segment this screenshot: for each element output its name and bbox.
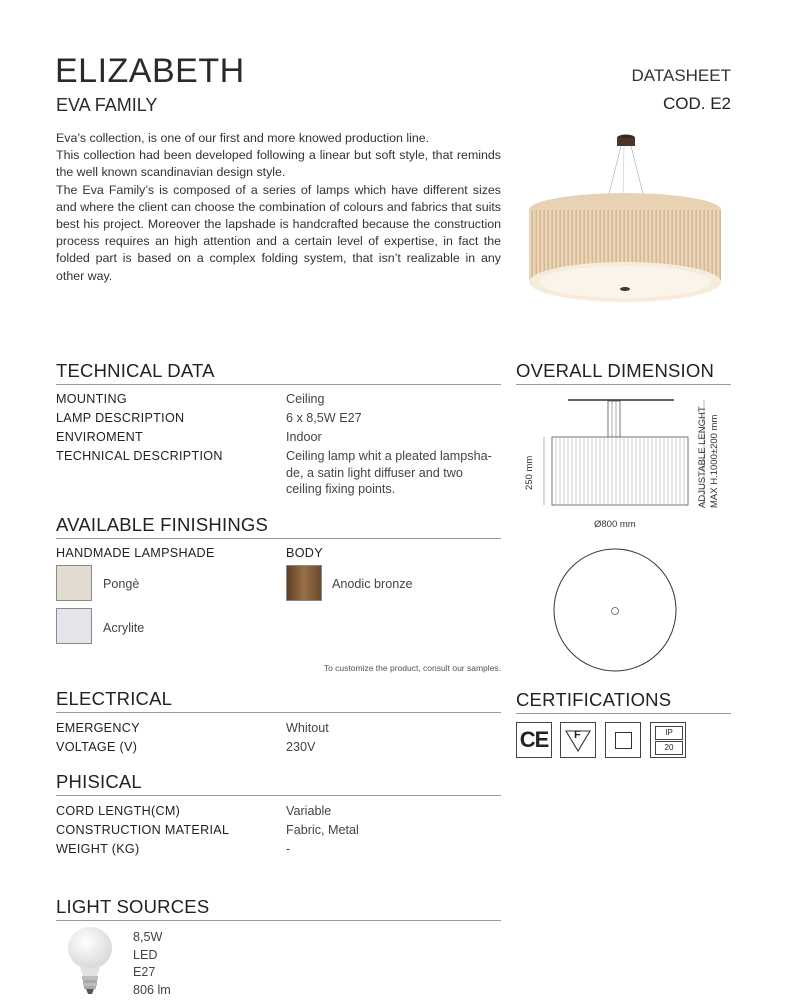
product-family: EVA FAMILY: [56, 95, 158, 115]
acrylite-label: Acrylite: [103, 621, 145, 635]
technical-rule: [56, 384, 501, 385]
ip-label: IP: [655, 726, 683, 740]
electrical-row: [56, 721, 501, 740]
physical-heading: PHISICAL: [56, 771, 142, 792]
physical-row: [56, 842, 501, 861]
f-mark-text: F: [574, 729, 581, 741]
technical-description-value: Ceiling lamp whit a pleated lampsha-de, a satin light diffuser and two ceiling fixing points.: [286, 449, 492, 496]
ip-rating-icon: [650, 722, 686, 758]
ce-mark-text: CE: [519, 727, 549, 752]
anodic-bronze-swatch: [286, 565, 322, 601]
weight-label: WEIGHT (KG): [56, 842, 140, 856]
doc-type: DATASHEET: [631, 66, 731, 85]
adjustable-length-label: [697, 406, 721, 508]
socket-value: E27: [133, 965, 156, 979]
finishings-heading: AVAILABLE FINISHINGS: [56, 514, 269, 535]
light-source-specs: [133, 929, 171, 999]
technical-row: [56, 392, 501, 411]
electrical-row: [56, 740, 501, 759]
voltage-value: 230V: [286, 740, 316, 754]
cord-length-value: Variable: [286, 804, 332, 818]
light-diffuser: [539, 266, 711, 298]
adjustable-length-line1: ADJUSTABLE LENGHT: [697, 406, 708, 508]
lumen-value: 806 lm: [133, 982, 171, 997]
dimension-heading: OVERALL DIMENSION: [516, 360, 715, 381]
ce-mark-icon: [516, 722, 552, 758]
class-ii-icon: [605, 722, 641, 758]
electrical-rule: [56, 712, 501, 713]
lamp-description-label: LAMP DESCRIPTION: [56, 411, 185, 425]
environment-value: Indoor: [286, 430, 322, 444]
class-ii-inner-square: [615, 732, 632, 749]
technical-heading: TECHNICAL DATA: [56, 360, 215, 381]
certifications-heading: CERTIFICATIONS: [516, 689, 672, 710]
mounting-value: Ceiling: [286, 392, 325, 406]
dimension-rule: [516, 384, 731, 385]
intro-paragraph-2: This collection had been developed following a linear but soft style, that reminds the well known scandinavian design style.: [56, 148, 501, 180]
lampshade-label: HANDMADE LAMPSHADE: [56, 546, 215, 560]
environment-label: ENVIROMENT: [56, 430, 143, 444]
weight-value: -: [286, 842, 291, 856]
diameter-label: Ø800 mm: [594, 519, 636, 530]
type-value: LED: [133, 947, 158, 962]
construction-material-value: Fabric, Metal: [286, 823, 359, 837]
f-mark-icon: [560, 722, 596, 758]
intro-text: [56, 130, 501, 285]
ponge-label: Pongè: [103, 577, 140, 591]
physical-rule: [56, 795, 501, 796]
product-title: ELIZABETH: [55, 52, 245, 90]
construction-material-label: CONSTRUCTION MATERIAL: [56, 823, 230, 837]
intro-paragraph-3: The Eva Family’s is composed of a series of lamps which have different sizes and where the client can choose the combination of colours and fabrics that suits best his project. Moreover the lapshade is handcrafted because the construction process requires an high attention and a certain level of expertise, in fact the folded part is based on a complex folding system, that isn’t realizable in any other way.: [56, 182, 501, 283]
finishings-rule: [56, 538, 501, 539]
physical-row: [56, 804, 501, 823]
ponge-swatch: [56, 565, 92, 601]
emergency-label: EMERGENCY: [56, 721, 140, 735]
customize-note: To customize the product, consult our samples.: [323, 663, 501, 673]
led-bulb-icon: [64, 926, 116, 998]
electrical-heading: ELECTRICAL: [56, 688, 173, 709]
light-sources-heading: LIGHT SOURCES: [56, 896, 210, 917]
light-sources-rule: [56, 920, 501, 921]
adjustable-length-line2: MAX H.1000±200 mm: [709, 414, 720, 508]
certifications-rule: [516, 713, 731, 714]
lamp-description-value: 6 x 8,5W E27: [286, 411, 362, 425]
acrylite-swatch: [56, 608, 92, 644]
cord-length-label: CORD LENGTH(CM): [56, 804, 181, 818]
ip-value: 20: [655, 741, 683, 755]
intro-paragraph-1: Eva’s collection, is one of our first and more knowed production line.: [56, 131, 430, 145]
technical-row: [56, 411, 501, 430]
product-photo: [520, 128, 730, 310]
technical-row: [56, 430, 501, 449]
emergency-value: Whitout: [286, 721, 329, 735]
mounting-label: MOUNTING: [56, 392, 127, 406]
technical-description-label: TECHNICAL DESCRIPTION: [56, 449, 223, 463]
voltage-label: VOLTAGE (V): [56, 740, 138, 754]
top-view-drawing: [552, 546, 680, 674]
anodic-bronze-label: Anodic bronze: [332, 577, 413, 591]
body-label: BODY: [286, 546, 323, 560]
power-value: 8,5W: [133, 930, 163, 944]
product-code: COD. E2: [662, 94, 731, 113]
physical-row: [56, 823, 501, 842]
